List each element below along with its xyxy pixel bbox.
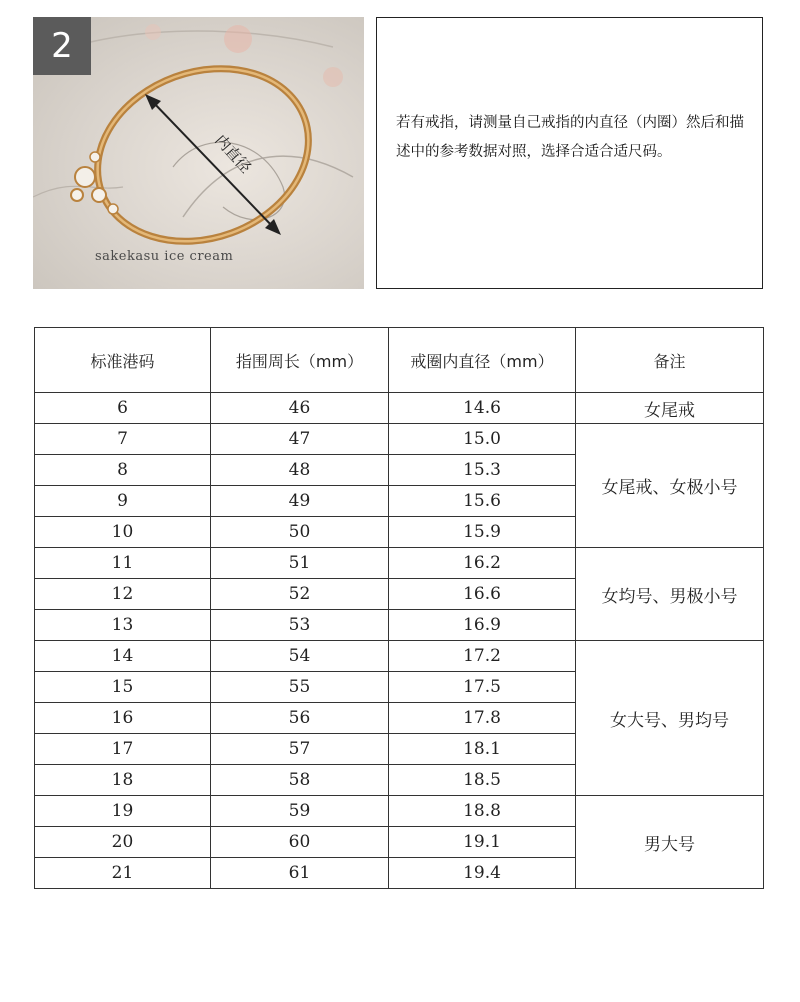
cell-size: 7 [35, 424, 211, 455]
cell-size: 21 [35, 858, 211, 889]
cell-circumference: 53 [211, 610, 389, 641]
cell-diameter: 16.6 [389, 579, 576, 610]
cell-diameter: 15.3 [389, 455, 576, 486]
cell-diameter: 17.8 [389, 703, 576, 734]
cell-size: 18 [35, 765, 211, 796]
cell-circumference: 59 [211, 796, 389, 827]
cell-circumference: 54 [211, 641, 389, 672]
cell-circumference: 60 [211, 827, 389, 858]
table-row [35, 393, 764, 424]
header-diameter: 戒圈内直径（mm） [389, 328, 576, 393]
instruction-text: 若有戒指，请测量自己戒指的内直径（内圈）然后和描述中的参考数据对照，选择合适合适尺码。 [396, 115, 744, 160]
cell-diameter: 14.6 [389, 393, 576, 424]
cell-size: 11 [35, 548, 211, 579]
cell-circumference: 58 [211, 765, 389, 796]
table-header-row [35, 328, 764, 393]
cell-note: 女均号、男极小号 [576, 548, 764, 641]
ring-size-table [34, 327, 764, 889]
table-row [35, 548, 764, 579]
cell-diameter: 15.0 [389, 424, 576, 455]
cell-size: 10 [35, 517, 211, 548]
cell-circumference: 52 [211, 579, 389, 610]
cell-size: 17 [35, 734, 211, 765]
cell-size: 16 [35, 703, 211, 734]
table-row [35, 641, 764, 672]
cell-diameter: 19.4 [389, 858, 576, 889]
cell-note: 女大号、男均号 [576, 641, 764, 796]
cell-diameter: 18.1 [389, 734, 576, 765]
cell-diameter: 15.6 [389, 486, 576, 517]
cell-note: 女尾戒、女极小号 [576, 424, 764, 548]
cell-size: 8 [35, 455, 211, 486]
cell-size: 13 [35, 610, 211, 641]
cell-circumference: 50 [211, 517, 389, 548]
cell-diameter: 16.2 [389, 548, 576, 579]
cell-size: 19 [35, 796, 211, 827]
header-note: 备注 [576, 328, 764, 393]
cell-circumference: 57 [211, 734, 389, 765]
cell-diameter: 16.9 [389, 610, 576, 641]
cell-diameter: 17.2 [389, 641, 576, 672]
cell-size: 20 [35, 827, 211, 858]
header-size: 标准港码 [35, 328, 211, 393]
photo-watermark: sakekasu ice cream [95, 249, 234, 264]
cell-size: 6 [35, 393, 211, 424]
ring-photo [33, 17, 364, 289]
cell-circumference: 61 [211, 858, 389, 889]
cell-circumference: 51 [211, 548, 389, 579]
cell-size: 14 [35, 641, 211, 672]
cell-size: 9 [35, 486, 211, 517]
cell-circumference: 56 [211, 703, 389, 734]
table-row [35, 424, 764, 455]
cell-circumference: 55 [211, 672, 389, 703]
cell-note: 男大号 [576, 796, 764, 889]
cell-note: 女尾戒 [576, 393, 764, 424]
instruction-box [376, 17, 763, 289]
cell-size: 12 [35, 579, 211, 610]
table-row [35, 796, 764, 827]
step-number-badge: 2 [33, 17, 91, 75]
cell-circumference: 47 [211, 424, 389, 455]
cell-size: 15 [35, 672, 211, 703]
cell-diameter: 18.5 [389, 765, 576, 796]
cell-circumference: 48 [211, 455, 389, 486]
inner-diameter-label: 内直径 [211, 131, 255, 177]
table-body [35, 393, 764, 889]
cell-diameter: 15.9 [389, 517, 576, 548]
cell-circumference: 49 [211, 486, 389, 517]
cell-diameter: 19.1 [389, 827, 576, 858]
cell-diameter: 17.5 [389, 672, 576, 703]
cell-circumference: 46 [211, 393, 389, 424]
cell-diameter: 18.8 [389, 796, 576, 827]
header-circumference: 指围周长（mm） [211, 328, 389, 393]
